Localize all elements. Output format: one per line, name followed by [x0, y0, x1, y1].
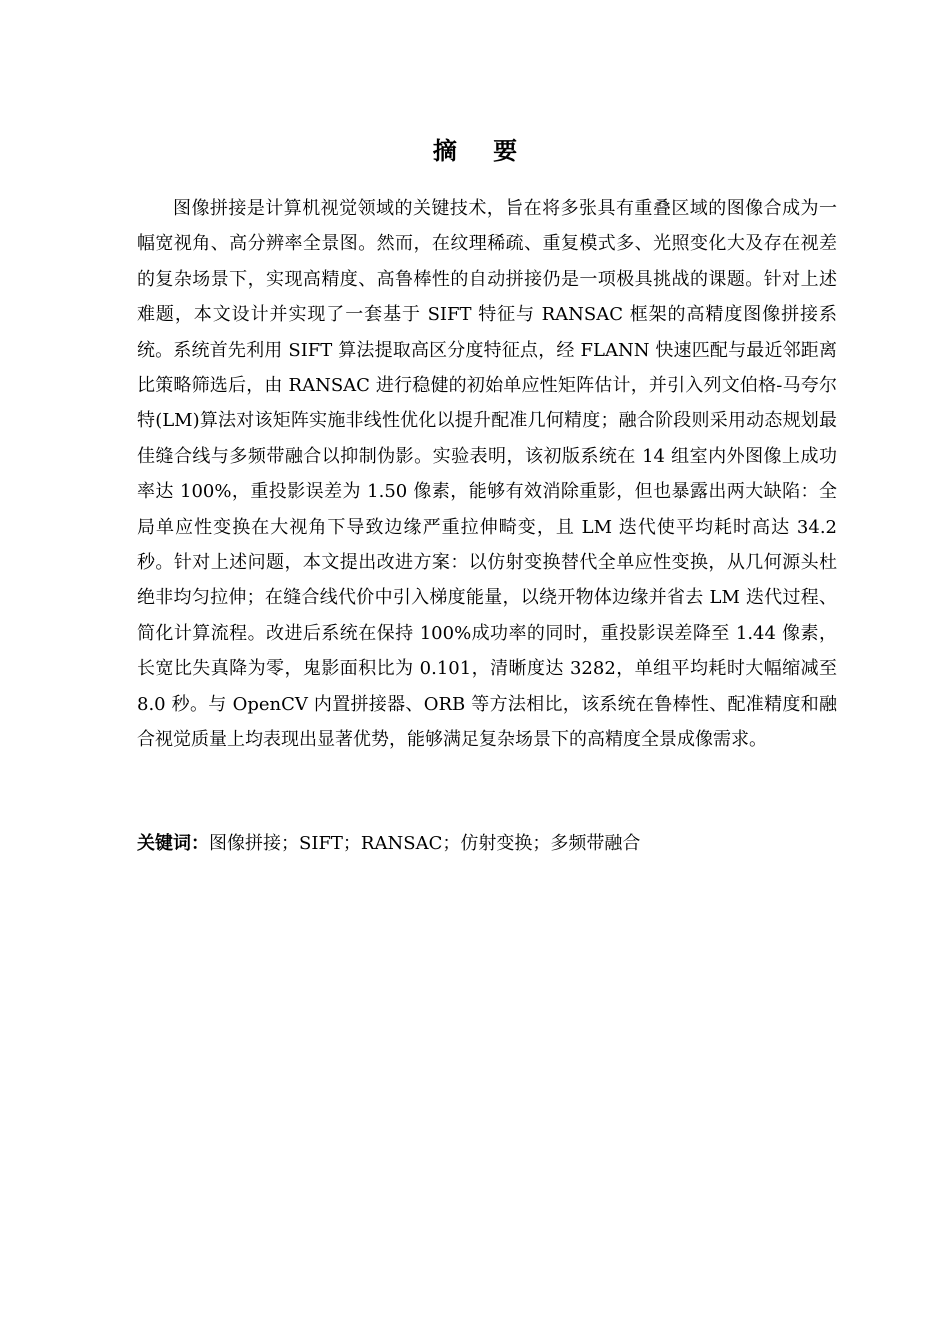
keywords-text: 图像拼接；SIFT；RANSAC；仿射变换；多频带融合	[209, 833, 641, 854]
keywords-label: 关键词：	[137, 833, 209, 854]
abstract-paragraph: 图像拼接是计算机视觉领域的关键技术，旨在将多张具有重叠区域的图像合成为一幅宽视角、高分辨率全景图。然而，在纹理稀疏、重复模式多、光照变化大及存在视差的复杂场景下，实现高精度、高鲁棒性的自动拼接仍是一项极具挑战的课题。针对上述难题，本文设计并实现了一套基于 SIFT 特征与 RANSAC 框架的高精度图像拼接系统。系统首先利用 SIFT 算法提取高区分度特征点，经 FLANN 快速匹配与最近邻距离比策略筛选后，由 RANSAC 进行稳健的初始单应性矩阵估计，并引入列文伯格-马夸尔特(LM)算法对该矩阵实施非线性优化以提升配准几何精度；融合阶段则采用动态规划最佳缝合线与多频带融合以抑制伪影。实验表明，该初版系统在 14 组室内外图像上成功率达 100%，重投影误差为 1.50 像素，能够有效消除重影，但也暴露出两大缺陷：全局单应性变换在大视角下导致边缘严重拉伸畸变，且 LM 迭代使平均耗时高达 34.2 秒。针对上述问题，本文提出改进方案：以仿射变换替代全单应性变换，从几何源头杜绝非均匀拉伸；在缝合线代价中引入梯度能量，以绕开物体边缘并省去 LM 迭代过程、简化计算流程。改进后系统在保持 100%成功率的同时，重投影误差降至 1.44 像素，长宽比失真降为零，鬼影面积比为 0.101，清晰度达 3282，单组平均耗时大幅缩减至 8.0 秒。与 OpenCV 内置拼接器、ORB 等方法相比，该系统在鲁棒性、配准精度和融合视觉质量上均表现出显著优势，能够满足复杂场景下的高精度全景成像需求。	[137, 198, 837, 751]
keywords-line	[137, 826, 837, 861]
abstract-title: 摘 要	[432, 136, 532, 165]
